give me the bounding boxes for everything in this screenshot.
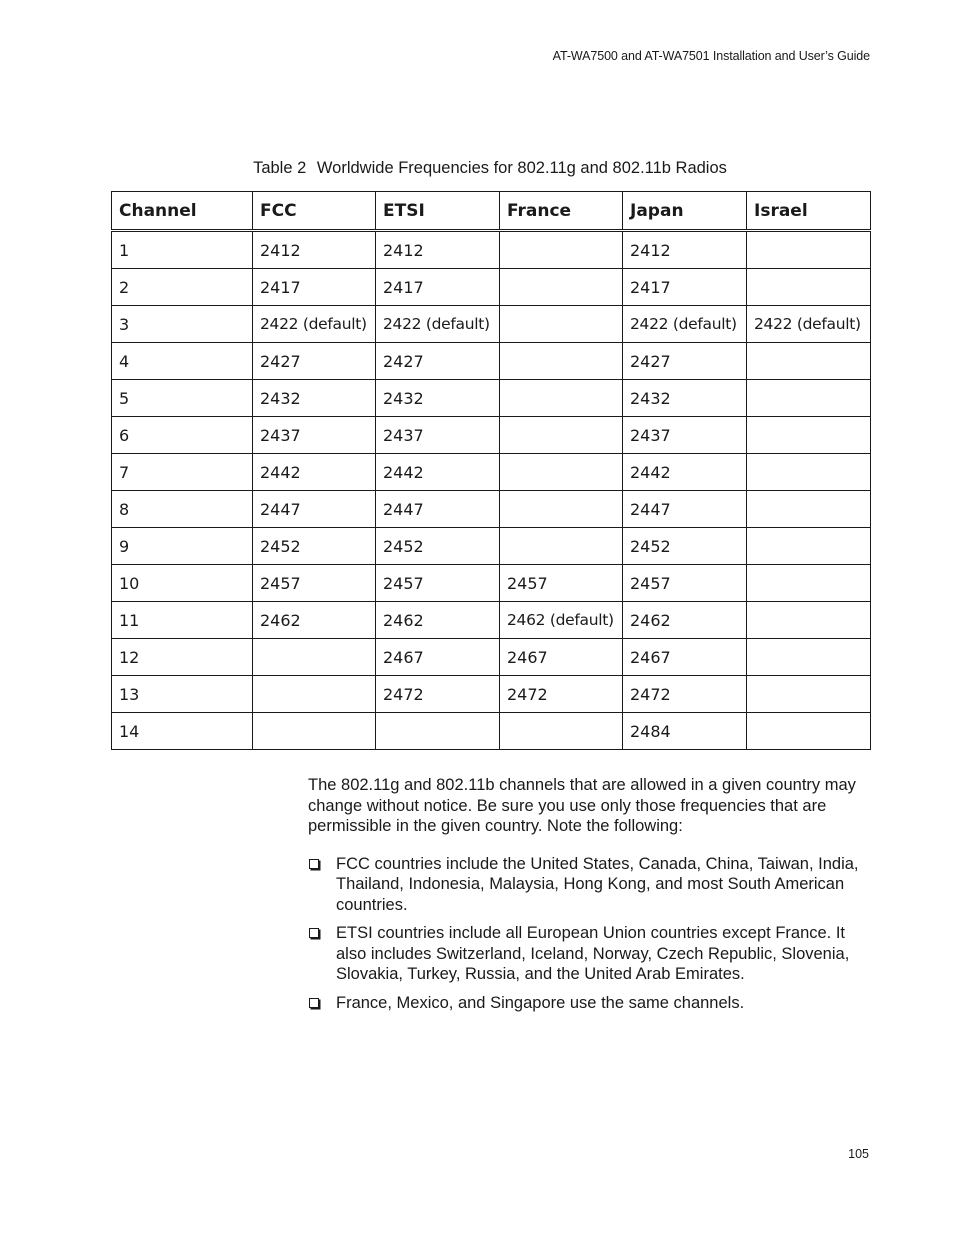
cell-channel: 3	[112, 306, 253, 343]
table-row	[112, 417, 871, 454]
column-header-israel: Israel	[747, 192, 871, 231]
body-text	[308, 775, 868, 1021]
list-item-text: FCC countries include the United States, Canada, China, Taiwan, India, Thailand, Indonesia, Malaysia, Hong Kong, and most South American countries.	[336, 854, 859, 914]
cell-france	[500, 528, 623, 565]
cell-channel: 7	[112, 454, 253, 491]
cell-japan: 2462	[623, 602, 747, 639]
cell-channel: 12	[112, 639, 253, 676]
table-row	[112, 306, 871, 343]
cell-france	[500, 380, 623, 417]
cell-france: 2457	[500, 565, 623, 602]
table-row	[112, 380, 871, 417]
cell-etsi: 2412	[376, 231, 500, 269]
cell-france	[500, 306, 623, 343]
table-row	[112, 269, 871, 306]
table-row	[112, 639, 871, 676]
checkbox-bullet-icon	[309, 928, 319, 938]
cell-etsi: 2417	[376, 269, 500, 306]
cell-israel	[747, 454, 871, 491]
cell-israel	[747, 491, 871, 528]
cell-fcc: 2442	[253, 454, 376, 491]
list-item	[308, 854, 868, 916]
table-row	[112, 231, 871, 269]
cell-channel: 14	[112, 713, 253, 750]
cell-israel	[747, 676, 871, 713]
cell-japan: 2437	[623, 417, 747, 454]
checkbox-bullet-icon	[309, 998, 319, 1008]
cell-france	[500, 343, 623, 380]
cell-japan: 2427	[623, 343, 747, 380]
cell-etsi: 2447	[376, 491, 500, 528]
cell-fcc	[253, 713, 376, 750]
list-item-text: ETSI countries include all European Union countries except France. It also includes Switzerland, Iceland, Norway, Czech Republic, Slovenia, Slovakia, Turkey, Russia, and the United Arab Emirates.	[336, 924, 850, 983]
cell-etsi	[376, 713, 500, 750]
table-caption-title: Worldwide Frequencies for 802.11g and 802.11b Radios	[316, 159, 727, 177]
cell-fcc: 2437	[253, 417, 376, 454]
cell-japan: 2422 (default)	[623, 306, 747, 343]
cell-france	[500, 231, 623, 269]
table-row	[112, 713, 871, 750]
cell-japan: 2432	[623, 380, 747, 417]
cell-japan: 2472	[623, 676, 747, 713]
cell-etsi: 2462	[376, 602, 500, 639]
cell-channel: 8	[112, 491, 253, 528]
cell-france	[500, 491, 623, 528]
cell-etsi: 2432	[376, 380, 500, 417]
cell-channel: 4	[112, 343, 253, 380]
column-header-etsi: ETSI	[376, 192, 500, 231]
checkbox-bullet-icon	[309, 859, 319, 869]
cell-israel	[747, 417, 871, 454]
cell-israel	[747, 713, 871, 750]
cell-france: 2462 (default)	[500, 602, 623, 639]
list-item	[308, 993, 868, 1014]
cell-etsi: 2427	[376, 343, 500, 380]
cell-israel	[747, 639, 871, 676]
cell-fcc: 2462	[253, 602, 376, 639]
cell-etsi: 2422 (default)	[376, 306, 500, 343]
cell-france: 2472	[500, 676, 623, 713]
cell-fcc: 2417	[253, 269, 376, 306]
running-header: AT-WA7500 and AT-WA7501 Installation and User’s Guide	[552, 49, 870, 63]
frequency-table	[111, 191, 871, 750]
column-header-japan: Japan	[623, 192, 747, 231]
cell-channel: 2	[112, 269, 253, 306]
cell-japan: 2484	[623, 713, 747, 750]
cell-fcc: 2452	[253, 528, 376, 565]
cell-channel: 11	[112, 602, 253, 639]
column-header-channel: Channel	[112, 192, 253, 231]
cell-channel: 13	[112, 676, 253, 713]
table-caption	[0, 159, 954, 178]
cell-japan: 2457	[623, 565, 747, 602]
cell-japan: 2447	[623, 491, 747, 528]
cell-etsi: 2442	[376, 454, 500, 491]
table-row	[112, 565, 871, 602]
cell-japan: 2412	[623, 231, 747, 269]
cell-israel: 2422 (default)	[747, 306, 871, 343]
cell-channel: 5	[112, 380, 253, 417]
cell-france	[500, 417, 623, 454]
table-header-row	[112, 192, 871, 231]
cell-japan: 2417	[623, 269, 747, 306]
table-row	[112, 454, 871, 491]
cell-israel	[747, 269, 871, 306]
cell-etsi: 2467	[376, 639, 500, 676]
cell-etsi: 2457	[376, 565, 500, 602]
cell-fcc: 2432	[253, 380, 376, 417]
cell-etsi: 2472	[376, 676, 500, 713]
cell-channel: 10	[112, 565, 253, 602]
cell-fcc: 2427	[253, 343, 376, 380]
cell-france	[500, 713, 623, 750]
column-header-france: France	[500, 192, 623, 231]
table-row	[112, 491, 871, 528]
cell-japan: 2467	[623, 639, 747, 676]
table-row	[112, 343, 871, 380]
cell-etsi: 2452	[376, 528, 500, 565]
cell-israel	[747, 565, 871, 602]
cell-israel	[747, 602, 871, 639]
bullet-list	[308, 854, 868, 1014]
cell-israel	[747, 380, 871, 417]
cell-france	[500, 454, 623, 491]
cell-fcc	[253, 639, 376, 676]
cell-france	[500, 269, 623, 306]
table-row	[112, 528, 871, 565]
cell-israel	[747, 231, 871, 269]
page-number: 105	[848, 1147, 869, 1161]
cell-fcc: 2412	[253, 231, 376, 269]
cell-japan: 2442	[623, 454, 747, 491]
cell-fcc	[253, 676, 376, 713]
cell-etsi: 2437	[376, 417, 500, 454]
table-row	[112, 676, 871, 713]
cell-fcc: 2457	[253, 565, 376, 602]
list-item-text: France, Mexico, and Singapore use the same channels.	[336, 993, 745, 1012]
cell-israel	[747, 343, 871, 380]
list-item	[308, 923, 868, 985]
cell-france: 2467	[500, 639, 623, 676]
cell-israel	[747, 528, 871, 565]
cell-channel: 6	[112, 417, 253, 454]
cell-fcc: 2447	[253, 491, 376, 528]
column-header-fcc: FCC	[253, 192, 376, 231]
cell-channel: 9	[112, 528, 253, 565]
cell-japan: 2452	[623, 528, 747, 565]
table-caption-number: Table 2	[253, 159, 307, 177]
cell-fcc: 2422 (default)	[253, 306, 376, 343]
intro-paragraph: The 802.11g and 802.11b channels that are allowed in a given country may change without notice. Be sure you use only those frequencies that are permissible in the given country. Note the following:	[308, 776, 856, 835]
cell-channel: 1	[112, 231, 253, 269]
table-row	[112, 602, 871, 639]
